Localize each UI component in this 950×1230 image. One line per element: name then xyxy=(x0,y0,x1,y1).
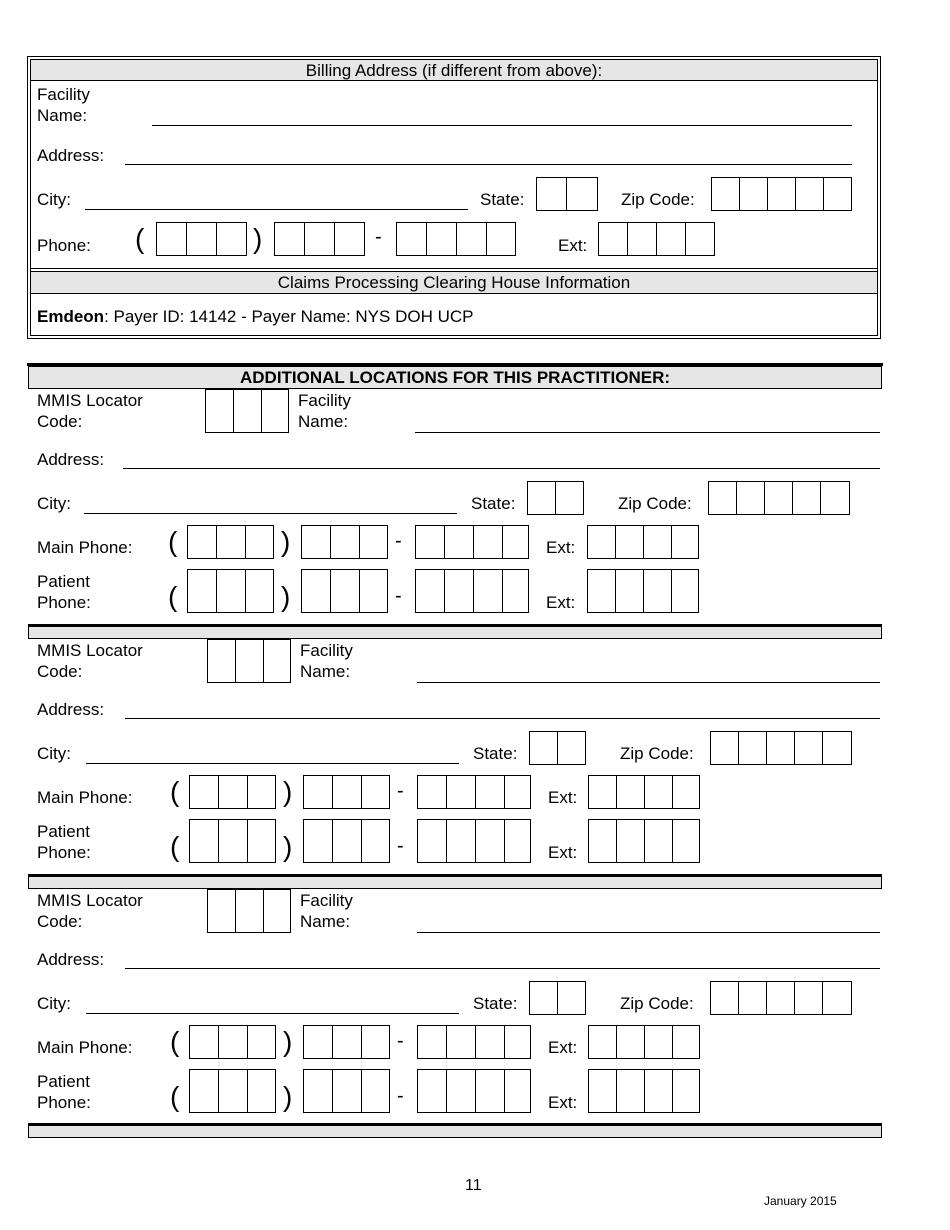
address-field[interactable] xyxy=(125,718,880,719)
locator-code-label: MMIS Locator xyxy=(37,891,143,910)
facility-name-field[interactable] xyxy=(417,932,880,933)
main-phone-area-field[interactable] xyxy=(189,1025,276,1059)
state-label: State: xyxy=(471,494,516,513)
main-ext-label: Ext: xyxy=(548,788,578,807)
main-ext-field[interactable] xyxy=(588,1025,700,1059)
patient-ext-label: Ext: xyxy=(548,1093,578,1112)
location-separator-band xyxy=(28,626,882,639)
address-label: Address: xyxy=(37,450,105,469)
additional-header: ADDITIONAL LOCATIONS FOR THIS PRACTITIONER: xyxy=(28,366,882,389)
locator-code-label-2: Code: xyxy=(37,662,83,681)
patient-phone-open-paren: ( xyxy=(170,1081,180,1112)
clearing-detail: : Payer ID: 14142 - Payer Name: NYS DOH UCP xyxy=(104,307,474,326)
patient-phone-dash: - xyxy=(397,835,404,857)
facility-name-label: Facility xyxy=(300,641,353,660)
facility-name-field[interactable] xyxy=(415,432,880,433)
facility-name-label: Facility xyxy=(300,891,353,910)
location-end-band xyxy=(28,1125,882,1138)
main-phone-line-field[interactable] xyxy=(415,525,529,559)
patient-ext-field[interactable] xyxy=(587,569,699,613)
main-phone-label: Main Phone: xyxy=(37,538,133,557)
billing-phone-line-field[interactable] xyxy=(396,222,516,256)
main-phone-open-paren: ( xyxy=(168,526,178,557)
patient-phone-area-field[interactable] xyxy=(187,569,274,613)
locator-code-label: MMIS Locator xyxy=(37,641,143,660)
zip-field[interactable] xyxy=(710,731,852,765)
main-phone-area-field[interactable] xyxy=(189,775,276,809)
patient-phone-label-2: Phone: xyxy=(37,593,91,612)
patient-phone-label: Patient xyxy=(37,572,90,591)
address-field[interactable] xyxy=(125,968,880,969)
locator-code-label-2: Code: xyxy=(37,412,83,431)
zip-label: Zip Code: xyxy=(620,744,694,763)
city-field[interactable] xyxy=(86,1013,459,1014)
state-field[interactable] xyxy=(527,481,584,515)
facility-name-label: Facility xyxy=(298,391,351,410)
patient-phone-line-field[interactable] xyxy=(417,1069,531,1113)
address-field[interactable] xyxy=(123,468,880,469)
main-ext-label: Ext: xyxy=(546,538,576,557)
billing-zip-label: Zip Code: xyxy=(621,190,695,209)
footer-date: January 2015 xyxy=(764,1194,837,1208)
patient-ext-label: Ext: xyxy=(546,593,576,612)
billing-state-field[interactable] xyxy=(536,177,598,211)
city-label: City: xyxy=(37,494,71,513)
patient-phone-close-paren: ) xyxy=(283,1081,293,1112)
main-phone-prefix-field[interactable] xyxy=(301,525,388,559)
patient-phone-dash: - xyxy=(395,585,402,607)
zip-field[interactable] xyxy=(710,981,852,1015)
billing-address-label: Address: xyxy=(37,146,105,165)
patient-phone-area-field[interactable] xyxy=(189,819,276,863)
billing-ext-field[interactable] xyxy=(598,222,715,256)
patient-phone-line-field[interactable] xyxy=(415,569,529,613)
billing-phone-label: Phone: xyxy=(37,236,91,255)
state-field[interactable] xyxy=(529,731,586,765)
facility-name-field[interactable] xyxy=(417,682,880,683)
patient-phone-label-2: Phone: xyxy=(37,1093,91,1112)
state-field[interactable] xyxy=(529,981,586,1015)
zip-label: Zip Code: xyxy=(620,994,694,1013)
main-phone-dash: - xyxy=(397,1030,404,1052)
main-phone-close-paren: ) xyxy=(283,776,293,807)
main-phone-area-field[interactable] xyxy=(187,525,274,559)
billing-phone-prefix-field[interactable] xyxy=(274,222,365,256)
main-phone-prefix-field[interactable] xyxy=(303,775,390,809)
zip-label: Zip Code: xyxy=(618,494,692,513)
page-number: 11 xyxy=(465,1177,482,1194)
patient-phone-label: Patient xyxy=(37,1072,90,1091)
billing-zip-field[interactable] xyxy=(711,177,852,211)
main-phone-prefix-field[interactable] xyxy=(303,1025,390,1059)
main-phone-dash: - xyxy=(395,530,402,552)
patient-phone-label: Patient xyxy=(37,822,90,841)
patient-ext-field[interactable] xyxy=(588,1069,700,1113)
billing-state-label: State: xyxy=(480,190,525,209)
billing-city-field[interactable] xyxy=(85,209,468,210)
state-label: State: xyxy=(473,994,518,1013)
main-phone-line-field[interactable] xyxy=(417,1025,531,1059)
billing-facility-label: Facility xyxy=(37,85,90,104)
main-phone-line-field[interactable] xyxy=(417,775,531,809)
billing-phone-area-field[interactable] xyxy=(156,222,247,256)
locator-code-label-2: Code: xyxy=(37,912,83,931)
patient-phone-line-field[interactable] xyxy=(417,819,531,863)
billing-phone-close-paren: ) xyxy=(253,223,263,254)
patient-phone-dash: - xyxy=(397,1085,404,1107)
main-phone-close-paren: ) xyxy=(281,526,291,557)
clearing-header: Claims Processing Clearing House Information xyxy=(30,271,878,294)
patient-phone-prefix-field[interactable] xyxy=(303,1069,390,1113)
city-label: City: xyxy=(37,994,71,1013)
patient-phone-area-field[interactable] xyxy=(189,1069,276,1113)
locator-code-field[interactable] xyxy=(205,389,289,433)
patient-phone-label-2: Phone: xyxy=(37,843,91,862)
patient-phone-open-paren: ( xyxy=(170,831,180,862)
billing-header: Billing Address (if different from above): xyxy=(30,59,878,81)
locator-code-field[interactable] xyxy=(207,639,291,683)
city-field[interactable] xyxy=(84,513,457,514)
patient-ext-field[interactable] xyxy=(588,819,700,863)
billing-address-field[interactable] xyxy=(125,164,852,165)
main-ext-field[interactable] xyxy=(588,775,700,809)
clearing-vendor: Emdeon xyxy=(37,307,105,326)
main-phone-label: Main Phone: xyxy=(37,788,133,807)
billing-city-label: City: xyxy=(37,190,71,209)
main-phone-close-paren: ) xyxy=(283,1026,293,1057)
address-label: Address: xyxy=(37,700,105,719)
patient-phone-prefix-field[interactable] xyxy=(303,819,390,863)
city-field[interactable] xyxy=(86,763,459,764)
billing-phone-open-paren: ( xyxy=(135,223,145,254)
facility-name-label-2: Name: xyxy=(300,912,351,931)
main-ext-label: Ext: xyxy=(548,1038,578,1057)
main-phone-open-paren: ( xyxy=(170,1026,180,1057)
patient-phone-prefix-field[interactable] xyxy=(301,569,388,613)
patient-ext-label: Ext: xyxy=(548,843,578,862)
main-ext-field[interactable] xyxy=(587,525,699,559)
billing-facility-name-field[interactable] xyxy=(152,125,852,126)
location-separator-band xyxy=(28,876,882,889)
billing-facility-label-2: Name: xyxy=(37,106,88,125)
zip-field[interactable] xyxy=(708,481,850,515)
billing-ext-label: Ext: xyxy=(558,236,588,255)
main-phone-open-paren: ( xyxy=(170,776,180,807)
locator-code-field[interactable] xyxy=(207,889,291,933)
patient-phone-close-paren: ) xyxy=(281,581,291,612)
clearing-info xyxy=(37,306,473,327)
address-label: Address: xyxy=(37,950,105,969)
state-label: State: xyxy=(473,744,518,763)
clearing-divider xyxy=(30,268,878,269)
main-phone-label: Main Phone: xyxy=(37,1038,133,1057)
facility-name-label-2: Name: xyxy=(300,662,351,681)
main-phone-dash: - xyxy=(397,780,404,802)
locator-code-label: MMIS Locator xyxy=(37,391,143,410)
facility-name-label-2: Name: xyxy=(298,412,349,431)
patient-phone-close-paren: ) xyxy=(283,831,293,862)
billing-phone-dash: - xyxy=(375,226,382,248)
patient-phone-open-paren: ( xyxy=(168,581,178,612)
city-label: City: xyxy=(37,744,71,763)
